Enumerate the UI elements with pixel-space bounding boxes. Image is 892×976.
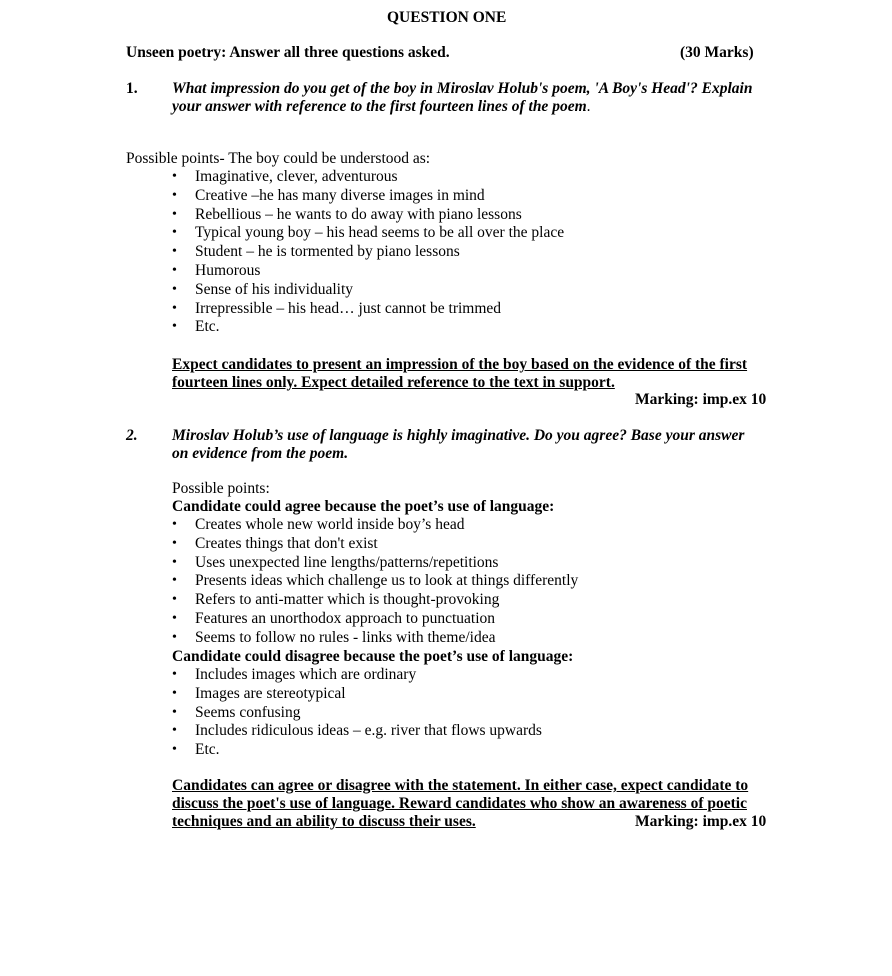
- bullet-icon: •: [172, 281, 177, 297]
- list-item-text: Creative –he has many diverse images in mind: [195, 186, 485, 204]
- list-item-text: Seems to follow no rules - links with theme/idea: [195, 628, 496, 646]
- q1-question-line2-text: your answer with reference to the first fourteen lines of the poem: [172, 98, 587, 115]
- bullet-icon: •: [172, 319, 177, 335]
- q2-agree-heading: Candidate could agree because the poet’s use of language:: [172, 498, 555, 515]
- bullet-icon: •: [172, 535, 177, 551]
- list-item-text: Images are stereotypical: [195, 684, 346, 702]
- q1-expect-line1: Expect candidates to present an impression of the boy based on the evidence of the first: [172, 356, 748, 373]
- list-item-text: Includes images which are ordinary: [195, 666, 417, 683]
- q1-question-end: .: [586, 98, 591, 115]
- bullet-icon: •: [172, 723, 177, 739]
- bullet-icon: •: [172, 685, 177, 701]
- list-item-text: Refers to anti-matter which is thought-provoking: [195, 591, 500, 609]
- q2-number: 2.: [126, 427, 138, 444]
- list-item-text: Irrepressible – his head… just cannot be trimmed: [195, 299, 502, 317]
- list-item-text: Seems confusing: [195, 703, 301, 721]
- bullet-icon: •: [172, 610, 177, 626]
- list-item-text: Creates things that don't exist: [195, 534, 378, 552]
- total-marks: (30 Marks): [680, 44, 754, 61]
- bullet-icon: •: [172, 262, 177, 278]
- list-item-text: Creates whole new world inside boy’s head: [195, 516, 465, 533]
- section-instruction: Unseen poetry: Answer all three questions asked.: [126, 44, 450, 61]
- q2-question-line1: Miroslav Holub’s use of language is highly imaginative. Do you agree? Base your answer: [172, 427, 745, 444]
- q2-intro: Possible points:: [172, 480, 270, 497]
- q1-expect-line2: fourteen lines only. Expect detailed reference to the text in support.: [172, 374, 615, 391]
- list-item-text: Sense of his individuality: [195, 280, 354, 298]
- bullet-icon: •: [172, 187, 177, 203]
- bullet-icon: •: [172, 592, 177, 608]
- bullet-icon: •: [172, 704, 177, 720]
- list-item-text: Presents ideas which challenge us to look at things differently: [195, 572, 579, 590]
- bullet-icon: •: [172, 742, 177, 758]
- q2-candidates-line3: techniques and an ability to discuss their uses.: [172, 813, 476, 830]
- bullet-icon: •: [172, 225, 177, 241]
- list-item-text: Typical young boy – his head seems to be all over the place: [195, 224, 565, 242]
- bullet-icon: •: [172, 300, 177, 316]
- q2-candidates-line2: discuss the poet's use of language. Reward candidates who show an awareness of poetic: [172, 795, 747, 812]
- list-item-text: Features an unorthodox approach to punctuation: [195, 609, 496, 627]
- q1-number: 1.: [126, 80, 138, 97]
- q1-intro: Possible points- The boy could be understood as:: [126, 150, 431, 167]
- list-item-text: Imaginative, clever, adventurous: [195, 168, 398, 185]
- bullet-icon: •: [172, 629, 177, 645]
- list-item-text: Uses unexpected line lengths/patterns/repetitions: [195, 553, 499, 571]
- page-title: QUESTION ONE: [387, 9, 507, 26]
- list-item-text: Includes ridiculous ideas – e.g. river that flows upwards: [195, 722, 542, 740]
- q1-question-line1: What impression do you get of the boy in Miroslav Holub's poem, 'A Boy's Head'? Explain: [172, 80, 753, 97]
- bullet-icon: •: [172, 169, 177, 184]
- list-item-text: Humorous: [195, 261, 261, 279]
- list-item-text: Etc.: [195, 741, 220, 759]
- q2-marking: Marking: imp.ex 10: [635, 813, 767, 830]
- q1-question-line2: [172, 98, 591, 116]
- q1-marking: Marking: imp.ex 10: [635, 391, 767, 408]
- bullet-icon: •: [172, 573, 177, 589]
- bullet-icon: •: [172, 517, 177, 532]
- bullet-icon: •: [172, 667, 177, 682]
- bullet-icon: •: [172, 554, 177, 570]
- q2-disagree-heading: Candidate could disagree because the poet’s use of language:: [172, 648, 574, 665]
- list-item-text: Student – he is tormented by piano lessons: [195, 243, 460, 261]
- q2-candidates-line1: Candidates can agree or disagree with the statement. In either case, expect candidate to: [172, 777, 749, 794]
- bullet-icon: •: [172, 206, 177, 222]
- q2-question-line2: on evidence from the poem.: [172, 445, 349, 462]
- list-item-text: Etc.: [195, 318, 220, 336]
- list-item-text: Rebellious – he wants to do away with piano lessons: [195, 205, 522, 223]
- bullet-icon: •: [172, 244, 177, 260]
